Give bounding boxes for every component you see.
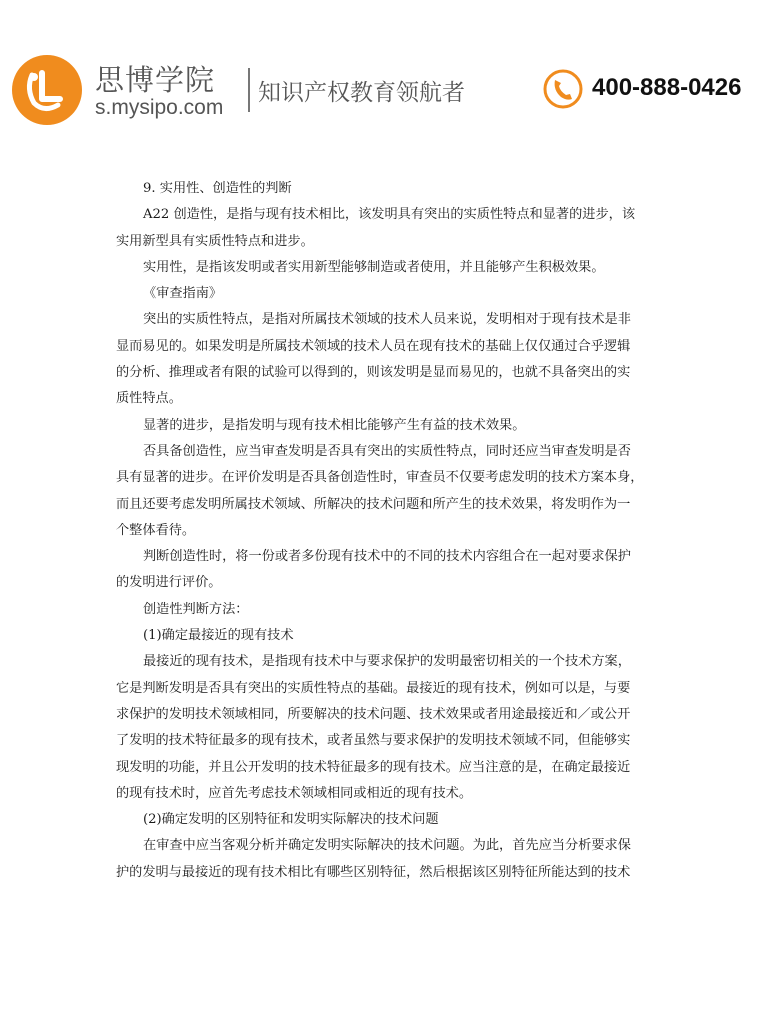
paragraph-line: 具有显著的进步。在评价发明是否具备创造性时，审查员不仅要考虑发明的技术方案本身， bbox=[116, 470, 644, 486]
paragraph-line: 最接近的现有技术，是指现有技术中与要求保护的发明最密切相关的一个技术方案， bbox=[143, 654, 631, 670]
sipo-logo bbox=[12, 55, 82, 125]
document-body bbox=[116, 176, 656, 886]
paragraph-line: 否具备创造性，应当审查发明是否具有突出的实质性特点，同时还应当审查发明是否 bbox=[143, 443, 631, 459]
paragraph-line: 质性特点。 bbox=[116, 391, 182, 407]
paragraph-line: 它是判断发明是否具有突出的实质性特点的基础。最接近的现有技术，例如可以是，与要 bbox=[116, 680, 631, 696]
section-heading: 9. 实用性、创造性的判断 bbox=[143, 181, 292, 196]
paragraph-line: 判断创造性时，将一份或者多份现有技术中的不同的技术内容组合在一起对要求保护 bbox=[143, 549, 631, 565]
paragraph-line: 实用性，是指该发明或者实用新型能够制造或者使用，并且能够产生积极效果。 bbox=[143, 259, 605, 275]
phone-icon bbox=[542, 68, 584, 110]
paragraph-line: 在审查中应当客观分析并确定发明实际解决的技术问题。为此，首先应当分析要求保 bbox=[143, 838, 631, 854]
step-heading: (2)确定发明的区别特征和发明实际解决的技术问题 bbox=[143, 812, 439, 828]
header-divider bbox=[248, 68, 250, 112]
page-header bbox=[0, 0, 768, 130]
step-heading: (1)确定最接近的现有技术 bbox=[143, 628, 294, 644]
brand-name: 思博学院 bbox=[95, 63, 216, 97]
phone-number: 400-888-0426 bbox=[592, 74, 742, 101]
paragraph-line: 的发明进行评价。 bbox=[116, 575, 222, 591]
paragraph-line: 实用新型具有实质性特点和进步。 bbox=[116, 233, 314, 249]
paragraph-line: 个整体看待。 bbox=[116, 522, 196, 538]
source-reference: 《审查指南》 bbox=[143, 286, 223, 302]
paragraph-line: 护的发明与最接近的现有技术相比有哪些区别特征，然后根据该区别特征所能达到的技术 bbox=[116, 864, 631, 880]
paragraph-line: 突出的实质性特点，是指对所属技术领域的技术人员来说，发明相对于现有技术是非 bbox=[143, 312, 631, 328]
method-heading: 创造性判断方法： bbox=[143, 601, 249, 617]
paragraph-line: 的分析、推理或者有限的试验可以得到的，则该发明是显而易见的，也就不具备突出的实 bbox=[116, 365, 631, 381]
paragraph-line: 的现有技术时，应首先考虑技术领域相同或相近的现有技术。 bbox=[116, 785, 473, 801]
paragraph-line: A22 创造性，是指与现有技术相比，该发明具有突出的实质性特点和显著的进步，该 bbox=[143, 207, 636, 223]
paragraph-line: 显著的进步，是指发明与现有技术相比能够产生有益的技术效果。 bbox=[143, 417, 526, 433]
paragraph-line: 显而易见的。如果发明是所属技术领域的技术人员在现有技术的基础上仅仅通过合乎逻辑 bbox=[116, 338, 631, 354]
paragraph-line: 了发明的技术特征最多的现有技术，或者虽然与要求保护的发明技术领域不同，但能够实 bbox=[116, 733, 631, 749]
paragraph-line: 求保护的发明技术领域相同，所要解决的技术问题、技术效果或者用途最接近和／或公开 bbox=[116, 706, 631, 722]
brand-url: s.mysipo.com bbox=[95, 96, 224, 119]
paragraph-line: 而且还要考虑发明所属技术领域、所解决的技术问题和所产生的技术效果，将发明作为一 bbox=[116, 496, 631, 512]
brand-slogan: 知识产权教育领航者 bbox=[258, 80, 465, 106]
paragraph-line: 现发明的功能，并且公开发明的技术特征最多的现有技术。应当注意的是，在确定最接近 bbox=[116, 759, 631, 775]
